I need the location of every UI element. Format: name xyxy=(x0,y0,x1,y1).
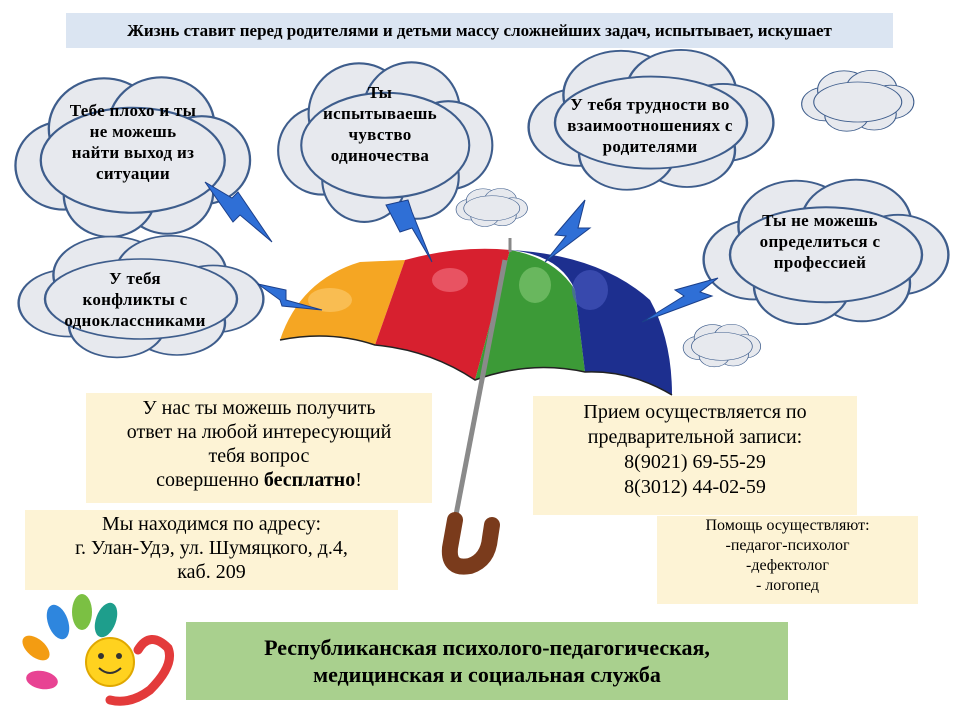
cloud-icon xyxy=(456,189,527,227)
cloud-text-bad xyxy=(48,100,218,184)
free-emphasis: бесплатно xyxy=(263,469,356,491)
cloud-icon xyxy=(683,324,761,367)
address-line: г. Улан-Удэ, ул. Шумяцкого, д.4, xyxy=(75,537,348,559)
address-line: Мы находимся по адресу: xyxy=(101,513,322,535)
appointment-line: Прием осуществляется по xyxy=(583,401,807,423)
appointment-box xyxy=(533,396,857,515)
cloud-text-profession xyxy=(735,210,905,273)
cloud-line: родителями xyxy=(602,137,698,156)
phone-number: 8(3012) 44-02-59 xyxy=(624,476,766,498)
specialists-box xyxy=(657,516,918,604)
cloud-icon xyxy=(802,70,914,131)
phone-number: 8(9021) 69-55-29 xyxy=(624,451,766,473)
address-line: каб. 209 xyxy=(177,561,246,583)
offer-box xyxy=(86,393,432,503)
appointment-line: предварительной записи: xyxy=(587,426,803,448)
organization-name-line: Республиканская психолого-педагогическая, xyxy=(264,635,710,660)
cloud-line: Ты не можешь xyxy=(762,211,878,230)
specialist-item: - логопед xyxy=(755,577,820,594)
cloud-line: взаимоотношениях с xyxy=(567,116,733,135)
offer-line: тебя вопрос xyxy=(208,445,310,467)
lightning-icon xyxy=(205,182,272,242)
smiley-logo-icon xyxy=(18,594,170,701)
cloud-text-conflicts xyxy=(35,268,235,331)
lightning-icon xyxy=(545,200,590,262)
cloud-line: испытываешь xyxy=(323,104,437,123)
cloud-line: ситуации xyxy=(95,164,171,183)
specialist-item: -дефектолог xyxy=(746,557,829,574)
cloud-line: не можешь xyxy=(89,122,177,141)
address-box xyxy=(25,510,398,590)
lightning-icon xyxy=(642,278,718,322)
top-banner: Жизнь ставит перед родителями и детьми массу сложнейших задач, испытывает, искушает xyxy=(66,13,893,48)
organization-name-line: медицинская и социальная служба xyxy=(313,662,661,687)
offer-line: ответ на любой интересующий xyxy=(126,421,392,443)
cloud-line: У тебя трудности во xyxy=(570,95,730,114)
cloud-line: одноклассниками xyxy=(64,311,206,330)
cloud-text-lonely xyxy=(305,82,455,166)
cloud-line: найти выход из xyxy=(71,143,195,162)
cloud-line: чувство xyxy=(348,125,412,144)
specialist-item: -педагог-психолог xyxy=(725,537,850,554)
organization-banner xyxy=(186,622,788,700)
cloud-line: конфликты с xyxy=(82,290,188,309)
cloud-line: Тебе плохо и ты xyxy=(69,101,197,120)
cloud-line: профессией xyxy=(773,253,867,272)
cloud-line: определиться с xyxy=(759,232,881,251)
cloud-line: У тебя xyxy=(109,269,161,288)
specialists-title: Помощь осуществляют: xyxy=(705,517,870,534)
offer-line: У нас ты можешь получить xyxy=(142,397,376,419)
cloud-line: Ты xyxy=(367,83,393,102)
offer-line-free: совершенно бесплатно! xyxy=(156,469,362,491)
cloud-line: одиночества xyxy=(330,146,430,165)
cloud-text-parents xyxy=(545,94,755,157)
